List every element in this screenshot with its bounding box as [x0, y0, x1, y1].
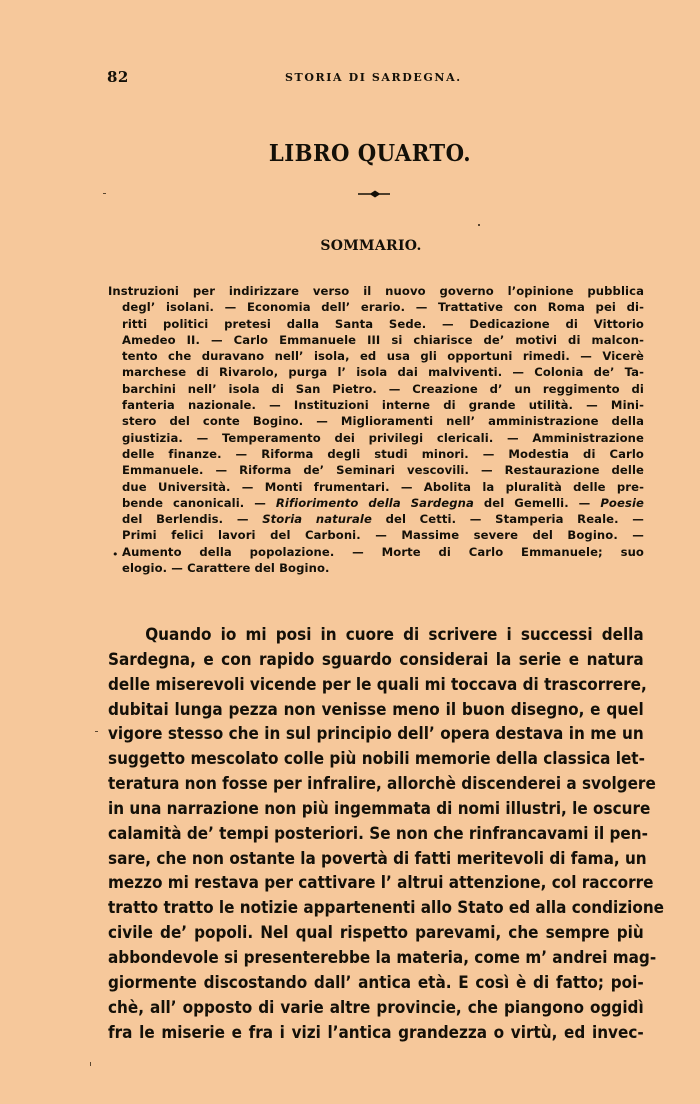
summary-line: fanteria nazionale. — Instituzioni interne di grande utilità. — Mini- [122, 398, 644, 413]
summary-line: stero del conte Bogino. — Miglioramenti nell’ amministrazione della [122, 414, 644, 429]
ink-speck [103, 193, 106, 194]
body-line: suggetto mescolato colle più nobili memorie della classica let- [108, 749, 645, 769]
summary-line: delle finanze. — Riforma degli studi minori. — Modestia di Carlo [122, 446, 644, 461]
book-title: LIBRO QUARTO. [268, 140, 472, 167]
summary-work-title: Storia naturale [262, 512, 372, 527]
summary-block [108, 283, 644, 576]
summary-line: Emmanuele. — Riforma de’ Seminari vescovili. — Restaurazione delle [122, 463, 644, 478]
summary-line: barchini nell’ isola di San Pietro. — Creazione d’ un reggimento di [122, 381, 644, 396]
body-line: Sardegna, e con rapido sguardo considerai la serie e natura [108, 649, 644, 669]
body-line: delle miserevoli vicende per le quali mi toccava di trascorrere, [108, 674, 647, 694]
body-line: dubitai lunga pezza non venisse meno il buon disegno, e quel [108, 699, 644, 719]
summary-text: del Gemelli. — [473, 495, 601, 510]
summary-line [108, 495, 644, 511]
summary-text: del Cetti. — Stamperia Reale. — [371, 512, 644, 527]
margin-bullet-mark: • [112, 548, 119, 561]
body-line: fra le miserie e fra i vizi l’antica grandezza o virtù, ed invec- [108, 1022, 644, 1042]
summary-heading: SOMMARIO. [320, 238, 422, 254]
summary-line: Aumento della popolazione. — Morte di Carlo Emmanuele; suo [122, 544, 644, 559]
summary-line: marchese di Rivarolo, purga l’ isola dai malviventi. — Colonia de’ Ta- [122, 365, 644, 380]
body-line: in una narrazione non più ingemmata di nomi illustri, le oscure [108, 798, 651, 818]
body-line: tratto tratto le notizie appartenenti allo Stato ed alla condizione [108, 898, 665, 918]
summary-line: tento che duravano nell’ isola, ed usa gli opportuni rimedi. — Vicerè [122, 349, 644, 364]
summary-line: elogio. — Carattere del Bogino. [122, 561, 330, 576]
summary-line: giustizia. — Temperamento dei privilegi clericali. — Amministrazione [122, 430, 644, 445]
body-line: Quando io mi posi in cuore di scrivere i successi della [145, 625, 644, 644]
page-number: 82 [107, 68, 129, 86]
summary-line: due Università. — Monti frumentari. — Abolita la pluralità delle pre- [122, 479, 644, 494]
summary-line [108, 511, 644, 527]
ink-speck [95, 731, 98, 732]
body-text [108, 623, 665, 1045]
ink-speck [478, 224, 480, 226]
summary-work-title: Poesie [600, 495, 644, 510]
body-line: giormente discostando dall’ antica età. E così è di fatto; poi- [108, 972, 644, 992]
body-line: civile de’ popoli. Nel qual rispetto parevami, che sempre più [108, 923, 644, 943]
running-header: STORIA DI SARDEGNA. [285, 71, 462, 84]
summary-line: Amedeo II. — Carlo Emmanuele III si chiarisce de’ motivi di malcon- [122, 332, 644, 347]
body-line: mezzo mi restava per cattivare l’ altrui attenzione, col raccorre [108, 873, 654, 893]
body-line: vigore stesso che in sul principio dell’ opera destava in me un [108, 724, 644, 744]
body-line: calamità de’ tempi posteriori. Se non che rinfrancavami il pen- [108, 823, 648, 843]
summary-line: Primi felici lavori del Carboni. — Massime severe del Bogino. — [122, 528, 644, 543]
summary-text: del Berlendis. — [122, 512, 263, 527]
body-line: chè, all’ opposto di varie altre provincie, che piangono oggidì [108, 997, 644, 1017]
body-line: sare, che non ostante la povertà di fatti meritevoli di fama, un [108, 848, 647, 868]
summary-line: Instruzioni per indirizzare verso il nuovo governo l’opinione pubblica [108, 284, 644, 298]
summary-work-title: Rifiorimento della Sardegna [275, 495, 474, 510]
ink-speck [90, 1062, 91, 1066]
summary-text: bende canonicali. — [122, 495, 276, 510]
body-line: abbondevole si presenterebbe la materia, come m’ andrei mag- [108, 947, 657, 967]
summary-line: ritti politici pretesi dalla Santa Sede. — Dedicazione di Vittorio [122, 316, 644, 331]
ornament-divider [358, 190, 390, 198]
summary-line: degl’ isolani. — Economia dell’ erario. — Trattative con Roma pei di- [122, 300, 644, 315]
body-line: teratura non fosse per infralire, allorchè discenderei a svolgere [108, 774, 656, 794]
